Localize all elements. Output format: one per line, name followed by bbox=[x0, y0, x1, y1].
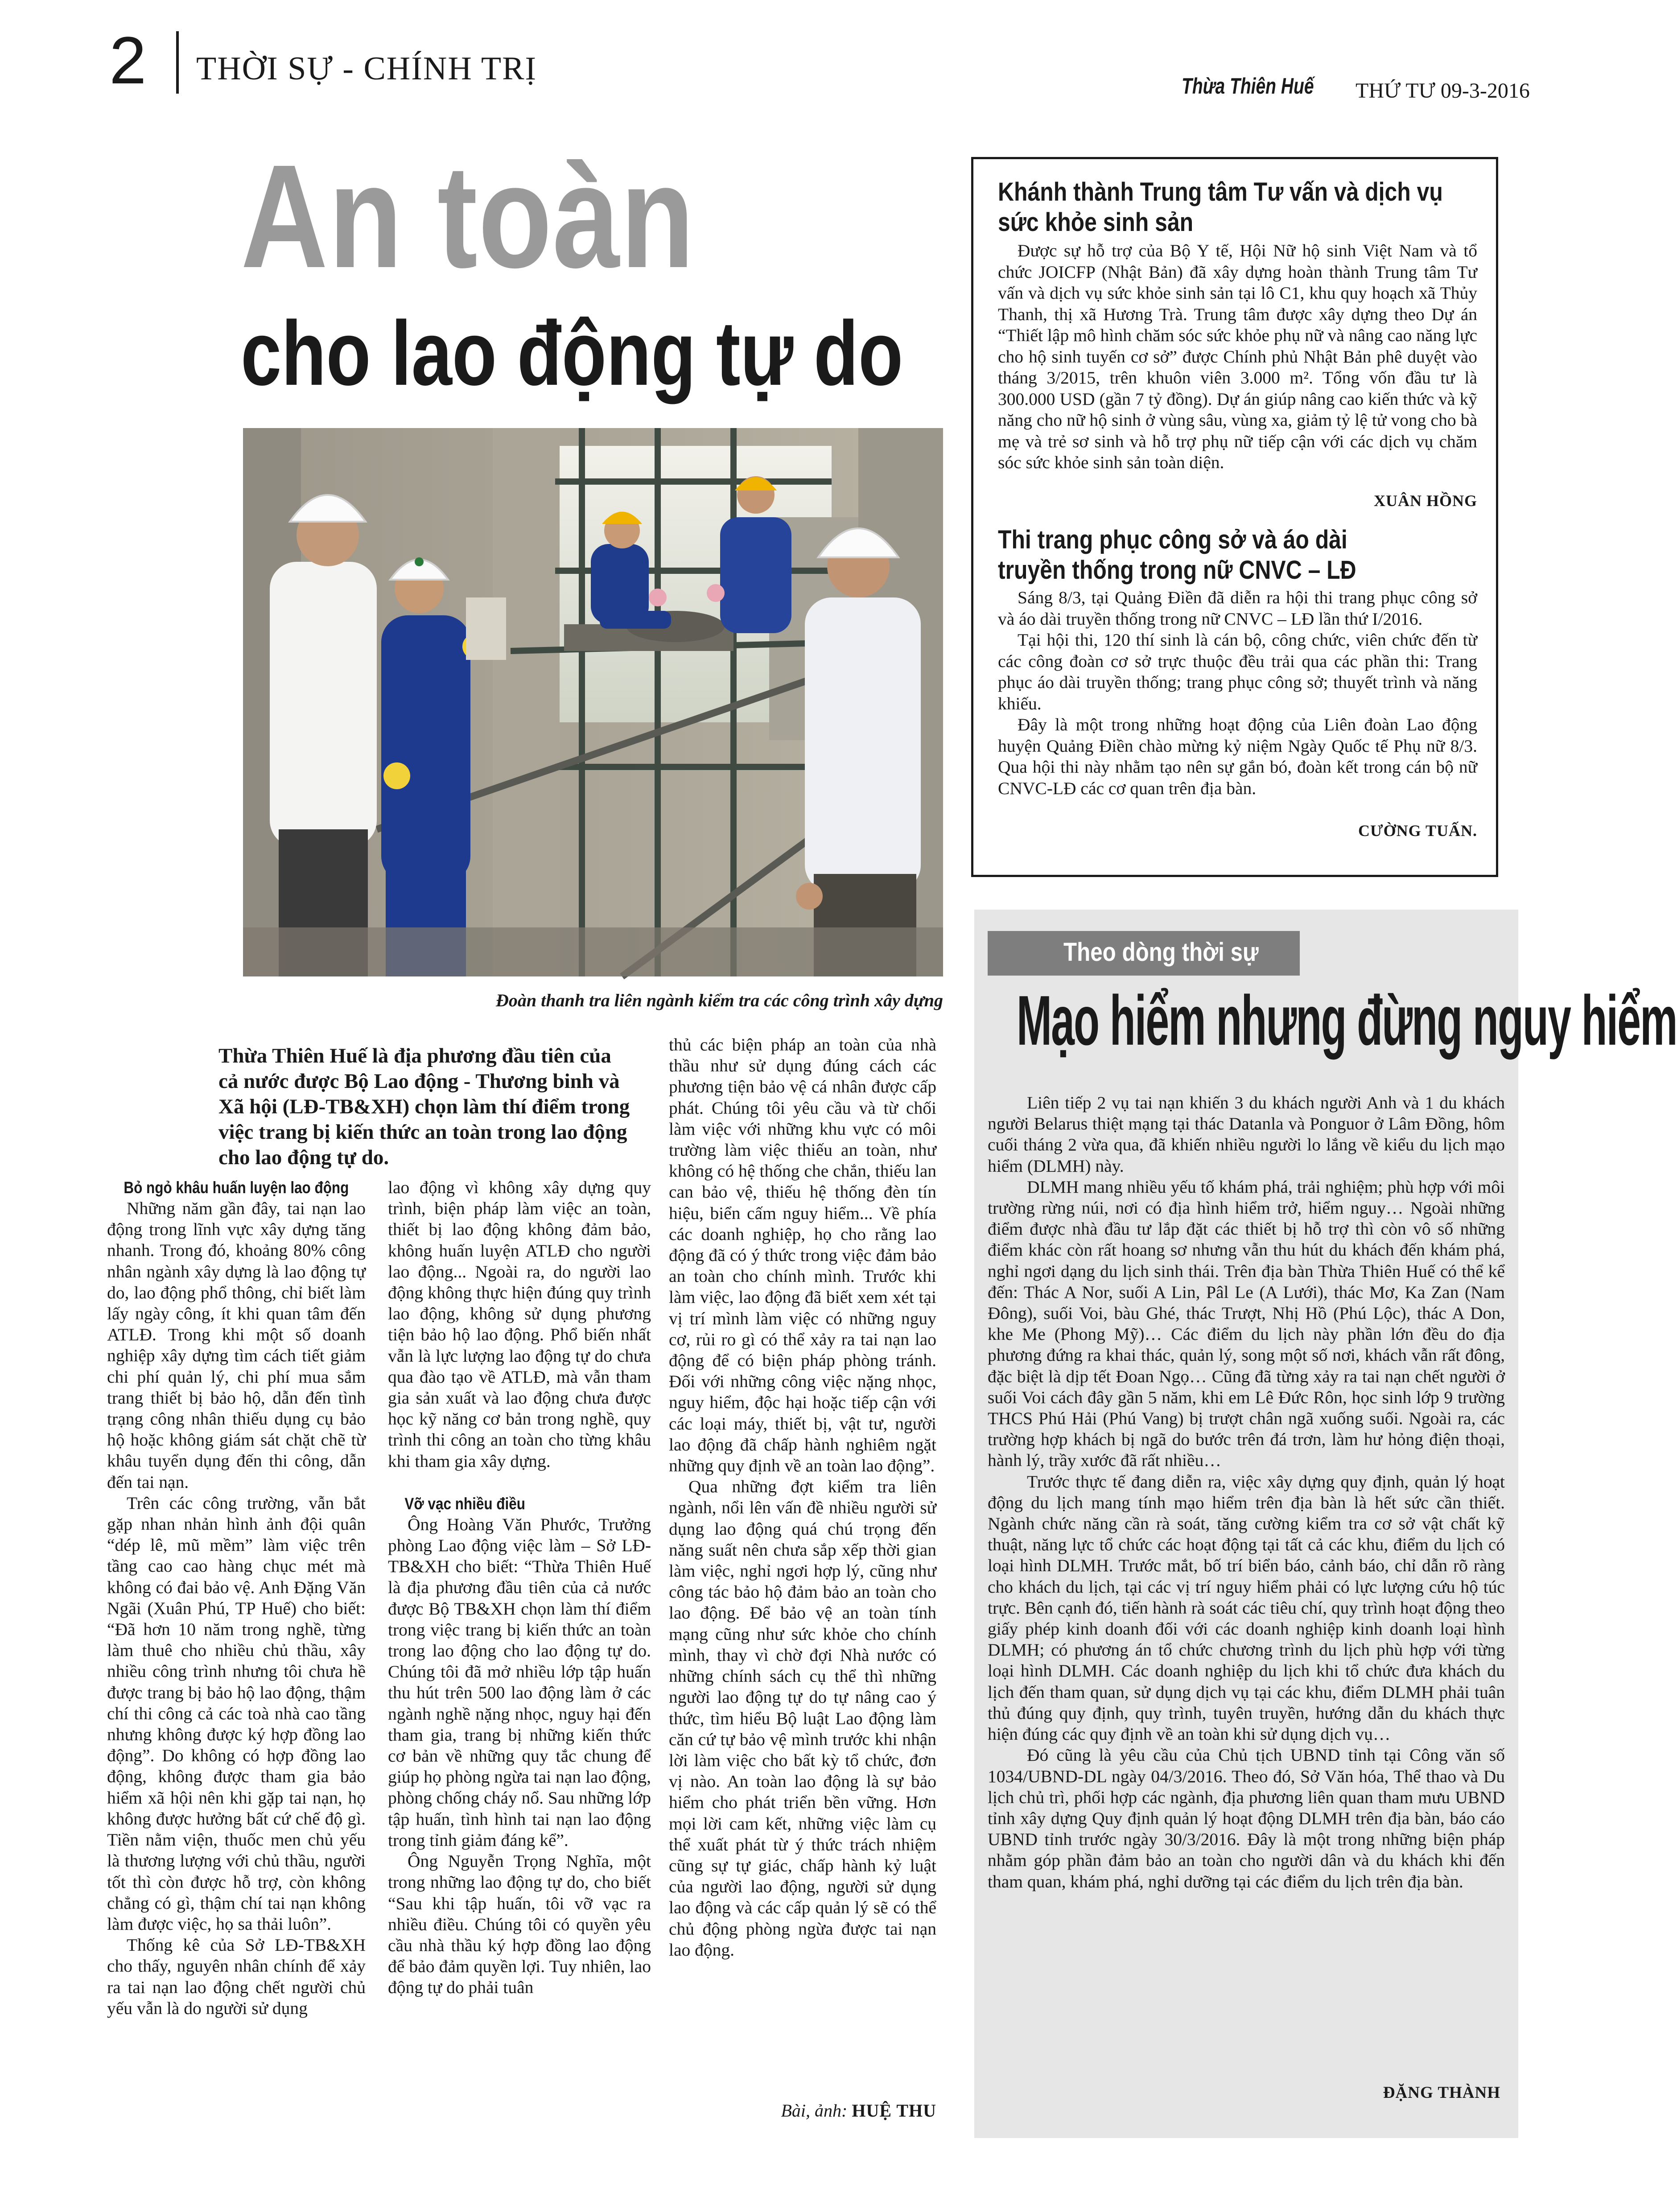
news-briefs-box bbox=[971, 157, 1498, 877]
article-column-2 bbox=[388, 1177, 651, 1998]
brief-2-author: CƯỜNG TUẤN. bbox=[1358, 822, 1477, 840]
brief-2-title-line-2: truyền thống trong nữ CNVC – LĐ bbox=[998, 556, 1356, 585]
article-byline bbox=[669, 2100, 936, 2121]
brief-2-title-line-1: Thi trang phục công sở và áo dài bbox=[998, 525, 1347, 554]
brief-2-body bbox=[998, 587, 1477, 799]
article-subhead-2: Vỡ vạc nhiều điều bbox=[404, 1494, 525, 1513]
article-lead: Thừa Thiên Huế là địa phương đầu tiên của cả nước được Bộ Lao động - Thương binh và Xã hội (LĐ-TB&XH) chọn làm thí điểm trong việc trang bị kiến thức an toàn trong lao động cho lao động tự do. bbox=[218, 1044, 630, 1169]
article-paragraph: thủ các biện pháp an toàn của nhà thầu như sử dụng đúng cách các phương tiện bảo vệ cá nhân được cấp phát. Chúng tôi yêu cầu và từ chối làm việc với những khu vực có môi trường làm việc thiếu an toàn, như không có hệ thống che chắn, thiếu lan can bảo vệ, thiếu hệ thống đèn tín hiệu, biển cấm nguy hiểm... Về phía các doanh nghiệp, họ cho rằng lao động đã có ý thức trong việc đảm bảo an toàn cho chính mình. Trước khi làm việc, lao động đã biết xem xét tại vị trí mình làm việc có những nguy cơ, rủi ro gì có thể xảy ra tai nạn lao động để có biện pháp phòng tránh. Đối với những công việc nặng nhọc, nguy hiểm, độc hại hoặc tiếp cận với các loại máy, thiết bị, vật tư, người lao động đã chấp hành nghiêm ngặt những quy định về an toàn lao động”. bbox=[669, 1035, 936, 1476]
editorial-paragraph: DLMH mang nhiều yếu tố khám phá, trải nghiệm; phù hợp với môi trường rừng núi, nơi có địa hình hiểm trở, hiểm nguy… Ngoài những điểm được nhà đầu tư lắp đặt các thiết bị hỗ trợ thì còn vô số những điểm khác còn rất hoang sơ nhưng vẫn thu hút du khách đến khám phá, nghỉ ngơi dạng du lịch sinh thái. Trên địa bàn Thừa Thiên Huế có thể kể đến: Thác A Nor, suối A Lin, Pâl Le (A Lưới), thác Mơ, Ka Zan (Nam Đông), suối Voi, bàu Ghé, thác Trượt, Nhị Hồ (Phú Lộc), thác A Don, khe Me (Phong Mỹ)… Các điểm du lịch này phần lớn đều do địa phương đứng ra khai thác, quản lý, song một số nơi, khách vẫn rất đông, đặc biệt là dịp tết Đoan Ngọ… Cũng đã từng xảy ra tai nạn chết người ở suối Voi cách đây gần 5 năm, khi em Lê Đức Rôn, học sinh lớp 9 trường THCS Phú Hải (Phú Vang) bị trượt chân ngã xuống suối. Ngoài ra, các trường hợp khách bị ngã do bước trên đá trơn, làm hư hỏng điện thoại, hành lý, trầy xước đã rất nhiều… bbox=[988, 1177, 1505, 1471]
article-column-1 bbox=[107, 1177, 366, 2019]
article-paragraph: Những năm gần đây, tai nạn lao động trong lĩnh vực xây dựng tăng nhanh. Trong đó, khoảng 80% công nhân ngành xây dựng là lao động tự do, lao động phổ thông, chỉ biết làm lấy ngày công, ít khi quan tâm đến ATLĐ. Trong khi một số doanh nghiệp xây dựng tìm cách tiết giảm chi phí quản lý, chi phí mua sắm trang thiết bị bảo hộ, dẫn đến tình trạng công nhân thiếu dụng cụ bảo hộ hoặc không giám sát chặt chẽ từ khâu tuyển dụng đến thi công, dẫn đến tai nạn. bbox=[107, 1199, 366, 1492]
article-paragraph: Ông Hoàng Văn Phước, Trưởng phòng Lao động việc làm – Sở LĐ-TB&XH cho biết: “Thừa Thiên Huế là địa phương đầu tiên của cả nước được Bộ TB&XH chọn làm thí điểm trong việc trang bị kiến thức an toàn trong lao động cho lao động tự do. Chúng tôi đã mở nhiều lớp tập huấn thu hút trên 500 lao động làm ở các ngành nghề nặng nhọc, nguy hại đến tham gia, trang bị những kiến thức cơ bản về những quy tắc chung để giúp họ phòng ngừa tai nạn lao động, phòng chống cháy nổ. Sau những lớp tập huấn, tình hình tai nạn lao động trong tỉnh giảm đáng kể”. bbox=[388, 1514, 651, 1850]
brief-2-paragraph: Tại hội thi, 120 thí sinh là cán bộ, công chức, viên chức đến từ các công đoàn cơ sở trực thuộc đều trải qua các phần thi: Trang phục áo dài truyền thống; trang phục công sở; thuyết trình và năng khiếu. bbox=[998, 630, 1477, 713]
headline-line-2: cho lao động tự do bbox=[241, 302, 903, 404]
newspaper-name: Thừa Thiên Huế bbox=[1182, 74, 1314, 99]
article-paragraph: lao động vì không xây dựng quy trình, biện pháp làm việc an toàn, thiết bị lao động không đảm bảo, không huấn luyện ATLĐ cho người lao động... Ngoài ra, do người lao động không thực hiện đúng quy trình lao động, không sử dụng phương tiện bảo hộ lao động. Phổ biến nhất vẫn là lực lượng lao động tự do chưa qua đào tạo về ATLĐ, mà vẫn tham gia sản xuất và lao động chưa được học kỹ năng cơ bản trong nghề, quy trình thi công an toàn cho từng khâu khi tham gia xây dựng. bbox=[388, 1178, 651, 1471]
section-title: THỜI SỰ - CHÍNH TRỊ bbox=[196, 50, 537, 87]
brief-1-title-line-2: sức khỏe sinh sản bbox=[998, 208, 1194, 237]
article-paragraph: Trên các công trường, vẫn bắt gặp nhan nhản hình ảnh đội quân “dép lê, mũ mềm” làm việc trên tầng cao cao hàng chục mét mà không có đai bảo vệ. Anh Đặng Văn Ngãi (Xuân Phú, TP Huế) cho biết: “Đã hơn 10 năm trong nghề, từng làm thuê cho nhiều chủ thầu, xây nhiều công trình nhưng tôi chưa hề được trang bị bảo hộ lao động, thậm chí thi công cả các toà nhà cao tầng nhưng không được ký hợp đồng lao động”. Do không có hợp đồng lao động, không được tham gia bảo hiểm xã hội nên khi gặp tai nạn, họ không được hưởng bất cứ chế độ gì. Tiền nằm viện, thuốc men chủ yếu là thương lượng với chủ thầu, người tốt thì còn được hỗ trợ, còn không chẳng có gì, thậm chí tai nạn không làm được việc, họ sa thải luôn”. bbox=[107, 1493, 366, 1934]
article-paragraph: Thống kê của Sở LĐ-TB&XH cho thấy, nguyên nhân chính để xảy ra tai nạn lao động chết người chủ yếu vẫn là do người sử dụng bbox=[107, 1935, 366, 2018]
article-subhead-1: Bỏ ngỏ khâu huấn luyện lao động bbox=[124, 1178, 349, 1197]
article-column-3 bbox=[669, 1034, 936, 1961]
editorial-paragraph: Liên tiếp 2 vụ tai nạn khiến 3 du khách người Anh và 1 du khách người Belarus thiệt mạng tại thác Datanla và Ponguor ở Lâm Đồng, hôm cuối tháng 2 vừa qua, đã khiến nhiều người lo lắng về kiểu du lịch mạo hiểm (DLMH) này. bbox=[988, 1093, 1505, 1176]
editorial-paragraph: Đó cũng là yêu cầu của Chủ tịch UBND tỉnh tại Công văn số 1034/UBND-DL ngày 04/3/2016. Theo đó, Sở Văn hóa, Thể thao và Du lịch chủ trì, phối hợp các ngành, địa phương liên quan tham mưu UBND tỉnh xây dựng Quy định quản lý hoạt động DLMH trên địa bàn, báo cáo UBND tỉnh trước ngày 30/3/2016. Đây là một trong những biện pháp nhằm góp phần đảm bảo an toàn cho người dân và du khách khi đến tham quan, khám phá, nghỉ dưỡng tại các điểm du lịch trên địa bàn. bbox=[988, 1745, 1505, 1891]
article-paragraph: Qua những đợt kiểm tra liên ngành, nổi lên vấn đề nhiều người sử dụng lao động quá chú trọng đến năng suất nên chưa sắp xếp thời gian làm việc, nghỉ ngơi hợp lý, cũng như công tác bảo hộ đảm bảo an toàn cho lao động. Để bảo vệ an toàn tính mạng cũng như sức khỏe cho chính mình, thay vì chờ đợi Nhà nước có những chính sách cụ thể thì những người lao động tự do tự nâng cao ý thức, tìm hiểu Bộ luật Lao động làm căn cứ tự bảo vệ mình trước khi nhận lời làm việc cho bất kỳ tổ chức, đơn vị nào. An toàn lao động là sự bảo hiểm cho phát triển bền vững. Hơn mọi lời cam kết, những việc làm cụ thể xuất phát từ ý thức trách nhiệm cũng sự tự giác, chấp hành kỷ luật của người lao động, người sử dụng lao động và các cấp quản lý sẽ có thể chủ động phòng ngừa được tai nạn lao động. bbox=[669, 1477, 936, 1960]
photo-caption: Đoàn thanh tra liên ngành kiểm tra các công trình xây dựng bbox=[495, 990, 943, 1010]
brief-2-paragraph: Sáng 8/3, tại Quảng Điền đã diễn ra hội thi trang phục công sở và áo dài truyền thống trong nữ CNVC – LĐ lần thứ I/2016. bbox=[998, 588, 1477, 629]
page-number: 2 bbox=[109, 23, 147, 98]
brief-1-paragraph: Được sự hỗ trợ của Bộ Y tế, Hội Nữ hộ sinh Việt Nam và tổ chức JOICFP (Nhật Bản) đã xây dựng hoàn thành Trung tâm Tư vấn và dịch vụ sức khỏe sinh sản tại lô C1, khu quy hoạch xã Thủy Thanh, thị xã Hương Trà. Trung tâm được xây dựng theo Dự án “Thiết lập mô hình chăm sóc sức khỏe phụ nữ và nâng cao năng lực cho hộ sinh tuyến cơ sở” được Chính phủ Nhật Bản phê duyệt vào tháng 3/2015, trên khuôn viên 3.000 m². Tổng vốn đầu tư là 300.000 USD (gần 7 tỷ đồng). Dự án giúp nâng cao kiến thức và kỹ năng cho nữ hộ sinh ở vùng sâu, vùng xa, giảm tỷ lệ tử vong cho bà mẹ và trẻ sơ sinh và hỗ trợ phụ nữ tiếp cận với các dịch vụ chăm sóc sức khỏe sinh sản toàn diện. bbox=[998, 241, 1477, 472]
editorial-paragraph: Trước thực tế đang diễn ra, việc xây dựng quy định, quản lý hoạt động du lịch mang tính mạo hiểm trên địa bàn là hết sức cần thiết. Ngành chức năng cần rà soát, tăng cường kiểm tra cơ sở vật chất kỹ thuật, năng lực tổ chức các hoạt động tại tất cả các khu, điểm du lịch có loại hình DLMH. Trước mắt, bố trí biển báo, cảnh báo, chỉ dẫn rõ ràng cho khách du lịch, tại các vị trí nguy hiểm phải có lực lượng cứu hộ túc trực. Bên cạnh đó, tiến hành rà soát các tiêu chí, quy trình hoạt động theo giấy phép kinh doanh đối với các doanh nghiệp kinh doanh loại hình DLMH; có phương án tổ chức chương trình du lịch phù hợp với từng loại hình DLMH. Các doanh nghiệp du lịch khi tổ chức đưa khách du lịch đến tham quan, sử dụng dịch vụ tại các khu, điểm DLMH phải tuân thủ đúng quy định, quy trình, tuyên truyền, hướng dẫn du khách thực hiện đúng các quy định về an toàn khi sử dụng dịch vụ… bbox=[988, 1471, 1505, 1744]
brief-2-paragraph: Đây là một trong những hoạt động của Liên đoàn Lao động huyện Quảng Điền chào mừng kỷ niệm Ngày Quốc tế Phụ nữ 8/3. Qua hội thi này nhằm tạo nên sự gắn bó, đoàn kết trong cán bộ nữ CNVC-LĐ các cơ quan trên địa bàn. bbox=[998, 715, 1477, 798]
headline-line-1: An toàn bbox=[241, 134, 695, 298]
editorial-label: Theo dòng thời sự bbox=[1063, 938, 1259, 967]
byline-author: HUỆ THU bbox=[852, 2101, 936, 2121]
editorial-headline: Mạo hiểm nhưng đừng nguy hiểm bbox=[1017, 981, 1677, 1060]
editorial-author: ĐẶNG THÀNH bbox=[1383, 2084, 1500, 2102]
brief-1-body bbox=[998, 240, 1477, 474]
byline-prefix: Bài, ảnh: bbox=[781, 2101, 848, 2121]
brief-1-author: XUÂN HỒNG bbox=[1374, 492, 1477, 510]
header-divider bbox=[176, 31, 179, 94]
construction-site-illustration bbox=[243, 428, 943, 976]
editorial-body bbox=[988, 1092, 1505, 1892]
main-photo bbox=[243, 428, 943, 976]
article-paragraph: Ông Nguyễn Trọng Nghĩa, một trong những lao động tự do, cho biết “Sau khi tập huấn, tôi vỡ vạc ra nhiều điều. Chúng tôi có quyền yêu cầu nhà thầu ký hợp đồng lao động để bảo đảm quyền lợi. Tuy nhiên, lao động tự do phải tuân bbox=[388, 1851, 651, 1998]
brief-1-title-line-1: Khánh thành Trung tâm Tư vấn và dịch vụ bbox=[998, 177, 1443, 206]
issue-date: THỨ TƯ 09-3-2016 bbox=[1356, 79, 1530, 103]
